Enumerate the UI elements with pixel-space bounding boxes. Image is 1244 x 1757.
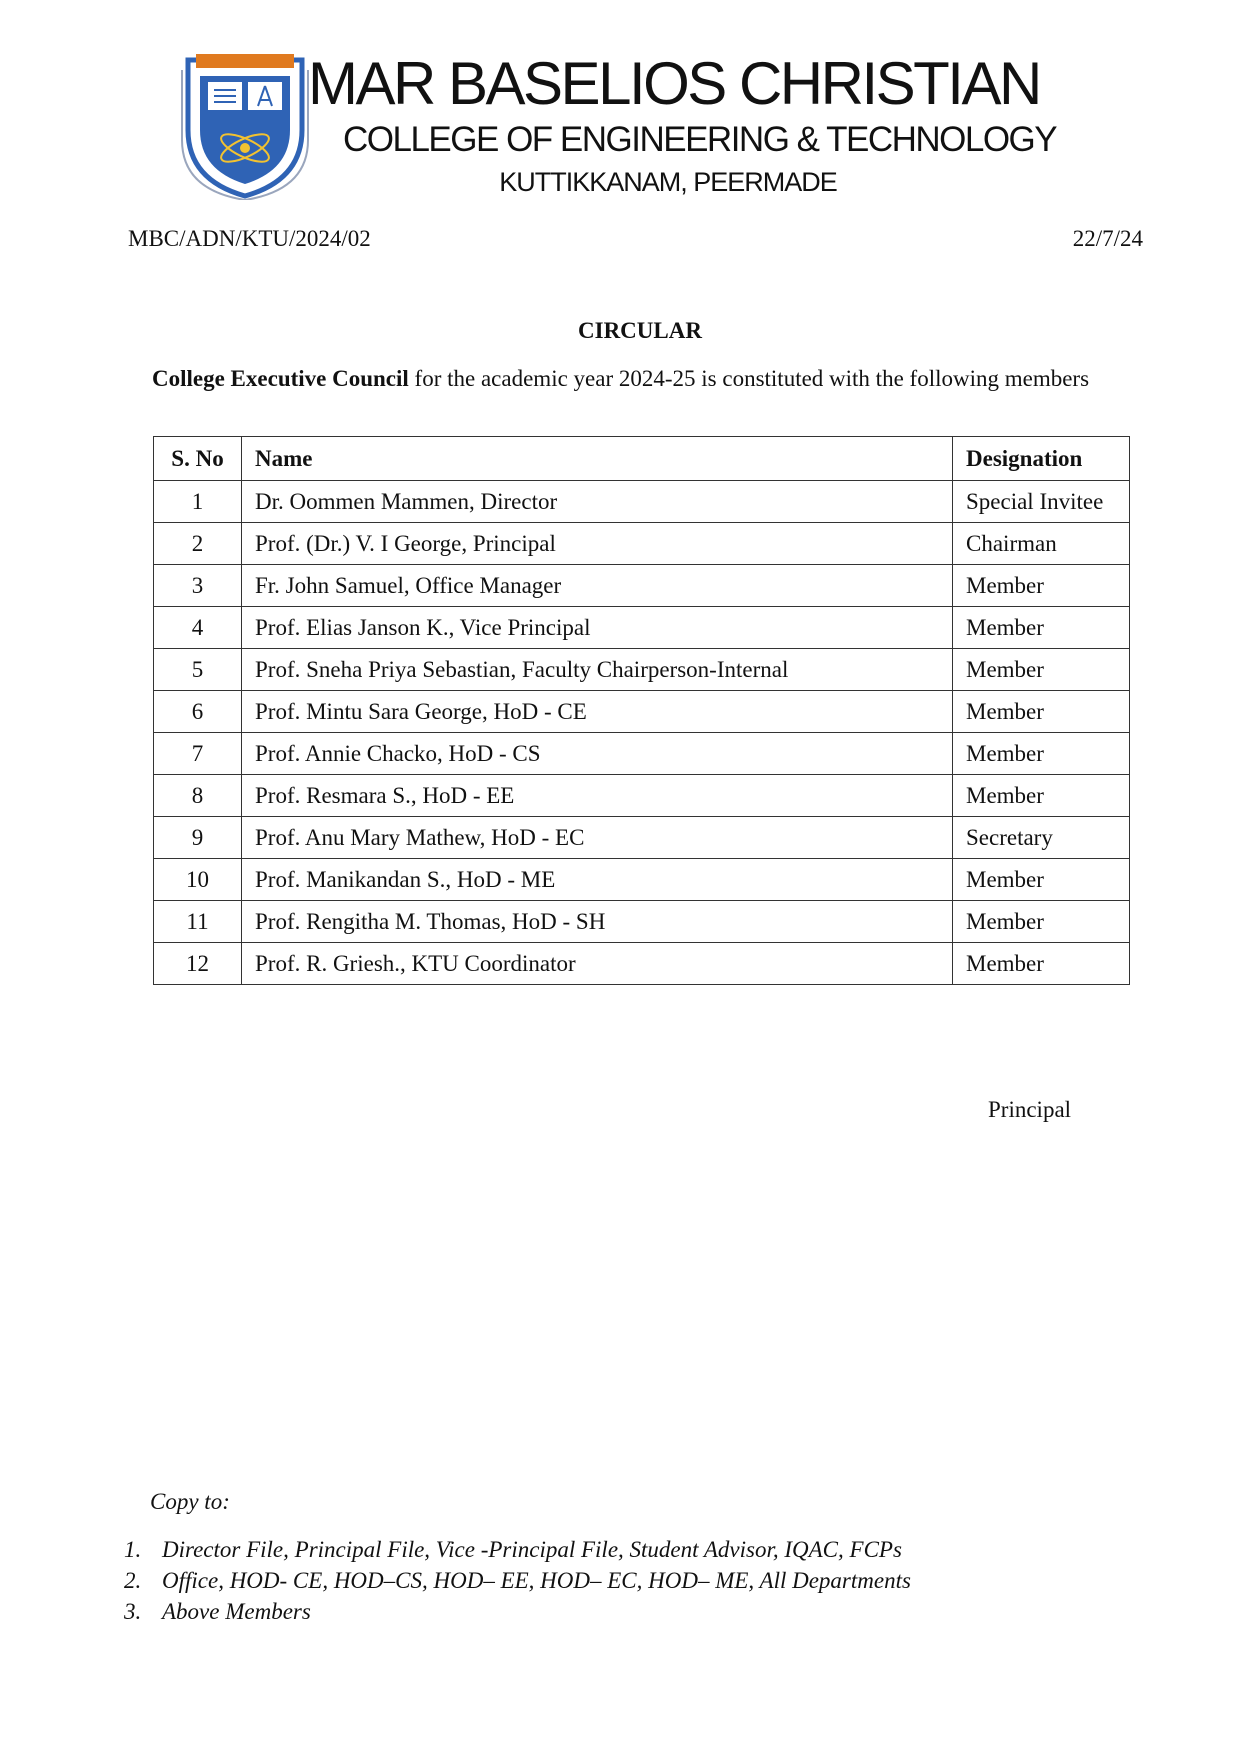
college-crest-logo: [178, 50, 312, 200]
cell-sno: 4: [154, 607, 242, 649]
cell-sno: 3: [154, 565, 242, 607]
cell-sno: 2: [154, 523, 242, 565]
cell-designation: Member: [953, 859, 1130, 901]
copy-to-label: Copy to:: [150, 1489, 230, 1514]
list-item: [124, 1534, 911, 1565]
circular-date: 22/7/24: [1072, 226, 1143, 251]
cell-sno: 9: [154, 817, 242, 859]
header-name: Name: [242, 437, 953, 481]
table-row: [154, 775, 1130, 817]
header-designation: Designation: [953, 437, 1130, 481]
table-header-row: [154, 437, 1130, 481]
cell-name: Prof. Anu Mary Mathew, HoD - EC: [242, 817, 953, 859]
header-sno: S. No: [154, 437, 242, 481]
list-item-number: 2.: [124, 1568, 142, 1593]
signoff-principal: Principal: [988, 1097, 1072, 1122]
cell-name: Prof. Rengitha M. Thomas, HoD - SH: [242, 901, 953, 943]
table-row: [154, 901, 1130, 943]
cell-designation: Secretary: [953, 817, 1130, 859]
copy-to-list: [124, 1534, 911, 1627]
list-item: [124, 1596, 911, 1627]
cell-designation: Member: [953, 607, 1130, 649]
table-row: [154, 817, 1130, 859]
college-location: KUTTIKKANAM, PEERMADE: [499, 167, 837, 197]
college-name: MAR BASELIOS CHRISTIAN: [308, 50, 1040, 117]
cell-designation: Chairman: [953, 523, 1130, 565]
list-item-text: Above Members: [162, 1599, 311, 1624]
cell-name: Prof. Resmara S., HoD - EE: [242, 775, 953, 817]
cell-name: Dr. Oommen Mammen, Director: [242, 481, 953, 523]
cell-name: Fr. John Samuel, Office Manager: [242, 565, 953, 607]
table-row: [154, 943, 1130, 985]
cell-designation: Member: [953, 943, 1130, 985]
cell-name: Prof. Annie Chacko, HoD - CS: [242, 733, 953, 775]
table-row: [154, 607, 1130, 649]
cell-name: Prof. Sneha Priya Sebastian, Faculty Chairperson-Internal: [242, 649, 953, 691]
cell-sno: 10: [154, 859, 242, 901]
reference-number: MBC/ADN/KTU/2024/02: [128, 226, 371, 251]
cell-name: Prof. R. Griesh., KTU Coordinator: [242, 943, 953, 985]
cell-name: Prof. Mintu Sara George, HoD - CE: [242, 691, 953, 733]
cell-sno: 11: [154, 901, 242, 943]
cell-sno: 5: [154, 649, 242, 691]
cell-designation: Member: [953, 775, 1130, 817]
cell-name: Prof. Elias Janson K., Vice Principal: [242, 607, 953, 649]
cell-name: Prof. Manikandan S., HoD - ME: [242, 859, 953, 901]
cell-designation: Member: [953, 649, 1130, 691]
cell-sno: 7: [154, 733, 242, 775]
letterhead: [178, 50, 1057, 210]
table-row: [154, 691, 1130, 733]
cell-sno: 12: [154, 943, 242, 985]
list-item: [124, 1565, 911, 1596]
members-table: [153, 436, 1130, 985]
table-row: [154, 481, 1130, 523]
cell-sno: 1: [154, 481, 242, 523]
cell-designation: Member: [953, 691, 1130, 733]
cell-name: Prof. (Dr.) V. I George, Principal: [242, 523, 953, 565]
list-item-text: Director File, Principal File, Vice -Principal File, Student Advisor, IQAC, FCPs: [162, 1537, 902, 1562]
list-item-number: 1.: [124, 1537, 142, 1562]
cell-designation: Member: [953, 901, 1130, 943]
cell-sno: 6: [154, 691, 242, 733]
intro-bold: College Executive Council: [152, 366, 409, 391]
cell-sno: 8: [154, 775, 242, 817]
table-row: [154, 523, 1130, 565]
table-row: [154, 859, 1130, 901]
table-row: [154, 649, 1130, 691]
table-row: [154, 565, 1130, 607]
cell-designation: Special Invitee: [953, 481, 1130, 523]
circular-heading: CIRCULAR: [578, 318, 702, 343]
list-item-number: 3.: [124, 1599, 142, 1624]
intro-rest: for the academic year 2024-25 is constituted with the following members: [408, 366, 1090, 391]
college-subtitle: COLLEGE OF ENGINEERING & TECHNOLOGY: [343, 120, 1057, 159]
list-item-text: Office, HOD- CE, HOD–CS, HOD– EE, HOD– EC, HOD– ME, All Departments: [162, 1568, 911, 1593]
table-row: [154, 733, 1130, 775]
cell-designation: Member: [953, 565, 1130, 607]
cell-designation: Member: [953, 733, 1130, 775]
intro-sentence: [152, 366, 1089, 392]
